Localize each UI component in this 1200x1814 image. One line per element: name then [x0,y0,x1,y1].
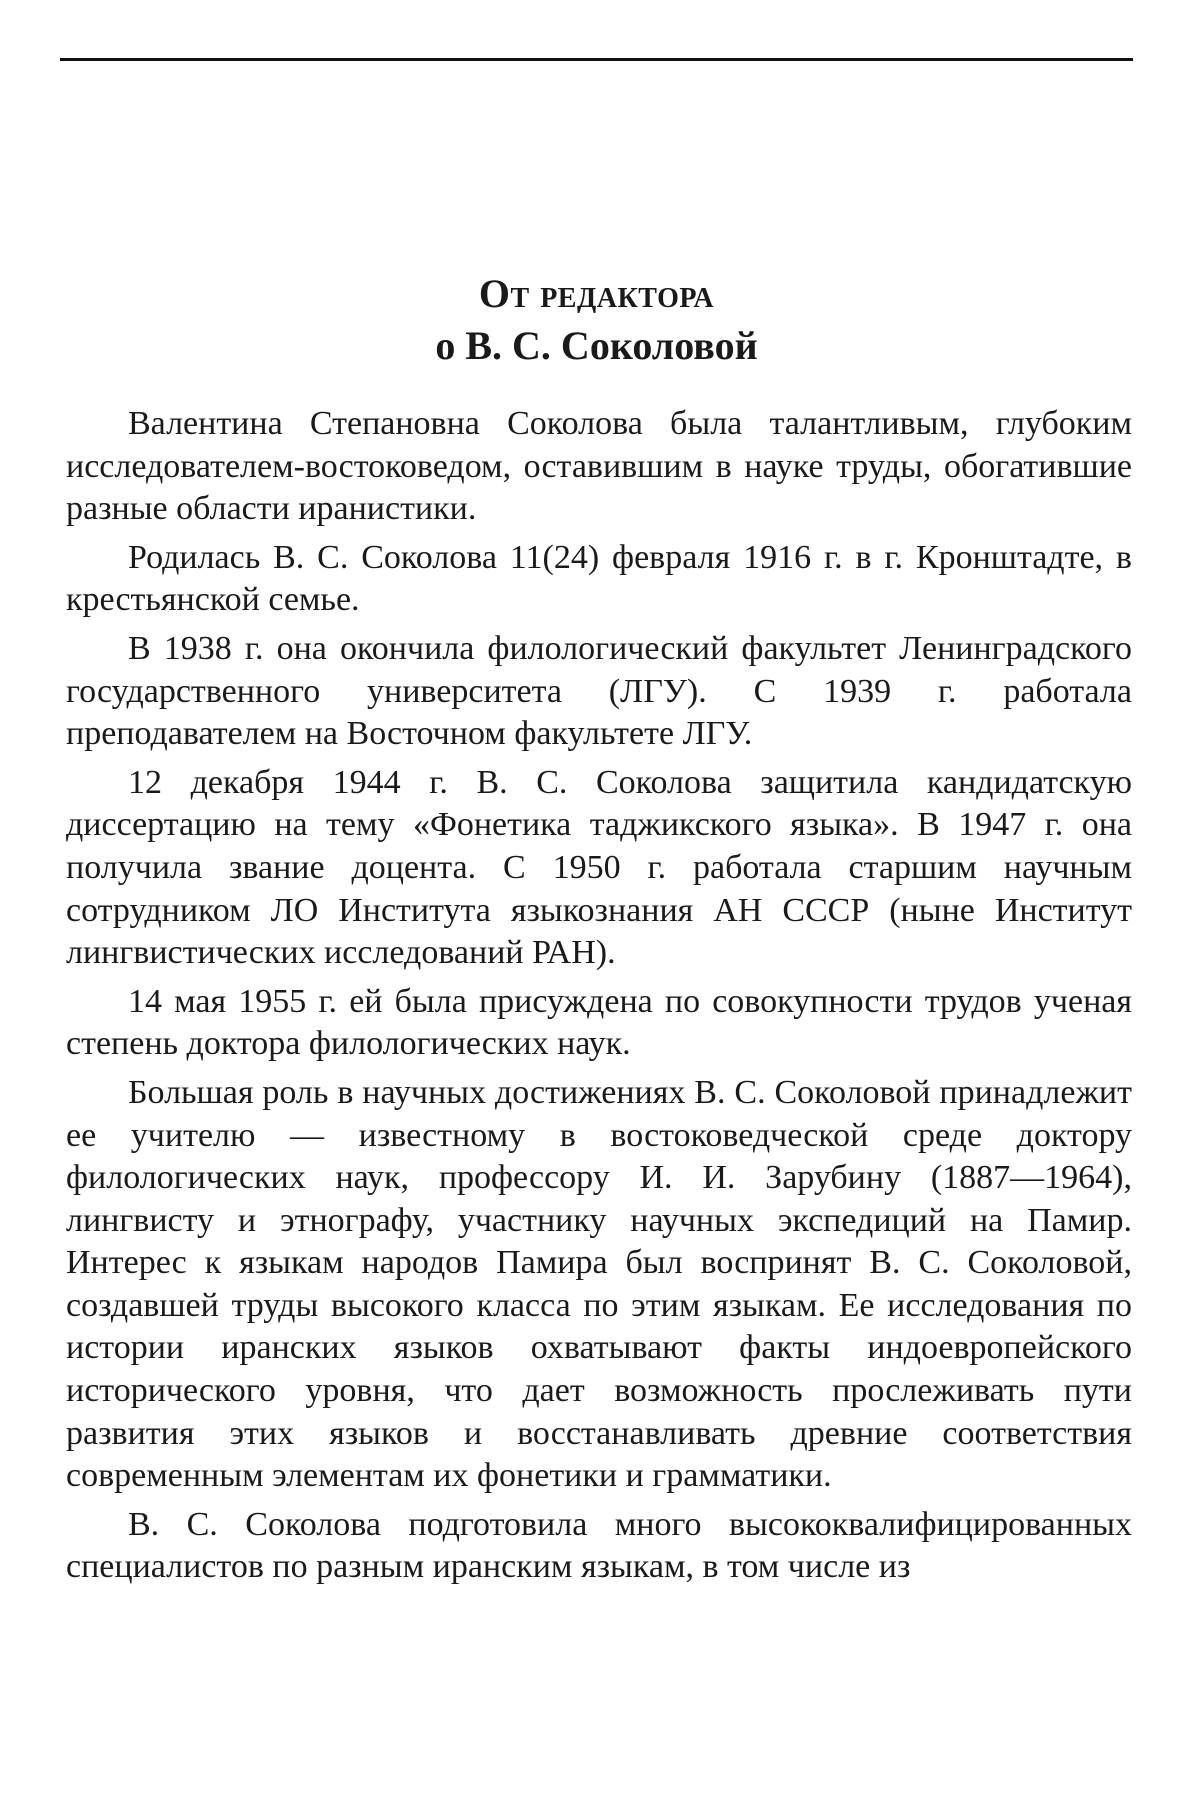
top-rule [60,58,1133,61]
paragraph: Родилась В. С. Соколова 11(24) февраля 1916 г. в г. Кронштадте, в крестьянской семье. [66,538,1132,619]
paragraph: Валентина Степановна Соколова была талантливым, глубоким исследователем-востоковедом, оставившим в науке труды, обогатившие разные области иранистики. [66,405,1132,528]
section-subtitle: о В. С. Соколовой [435,323,758,368]
section-title: От редактора [478,271,715,316]
body-text [66,403,1132,1595]
paragraph: 14 мая 1955 г. ей была присуждена по совокупности трудов ученая степень доктора филологических наук. [66,982,1132,1063]
paragraph: Большая роль в научных достижениях В. С. Соколовой принадлежит ее учителю — известному в востоковедческой среде доктору филологических наук, профессору И. И. Зарубину (1887—1964), лингвисту и этнографу, участнику научных экспедиций на Памир. Интерес к языкам народов Памира был воспринят В. С. Соколовой, создавшей труды высокого класса по этим языкам. Ее исследования по истории иранских языков охватывают факты индоевропейского исторического уровня, что дает возможность прослеживать пути развития этих языков и восстанавливать древние соответствия современным элементам их фонетики и грамматики. [66,1073,1132,1495]
paragraph: В 1938 г. она окончила филологический факультет Ленинградского государственного университета (ЛГУ). С 1939 г. работала преподавателем на Восточном факультете ЛГУ. [66,629,1132,753]
title-block [60,270,1133,370]
paragraph: 12 декабря 1944 г. В. С. Соколова защитила кандидатскую диссертацию на тему «Фонетика таджикского языка». В 1947 г. она получила звание доцента. С 1950 г. работала старшим научным сотрудником ЛО Института языкознания АН СССР (ныне Институт лингвистических исследований РАН). [66,763,1132,972]
paragraph: В. С. Соколова подготовила много высококвалифицированных специалистов по разным иранским языкам, в том числе из [66,1505,1132,1586]
